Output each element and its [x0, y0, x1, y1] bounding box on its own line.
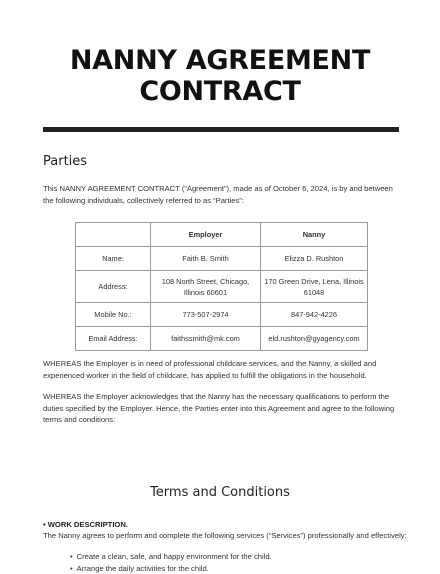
table-row — [76, 327, 368, 351]
row-label: Email Address: — [76, 327, 151, 351]
table-header-blank — [76, 223, 151, 247]
employer-name: Faith B. Smith — [151, 247, 261, 271]
parties-table — [75, 222, 368, 351]
employer-address: 108 North Street, Chicago, Illinois 60601 — [151, 271, 261, 303]
services-list — [70, 551, 272, 574]
work-description-title: • WORK DESCRIPTION. — [43, 519, 128, 530]
employer-email: faithssmith@mk.com — [151, 327, 261, 351]
row-label: Address: — [76, 271, 151, 303]
list-item: • Arrange the daily activities for the child. — [70, 563, 272, 574]
parties-heading: Parties — [43, 154, 87, 169]
table-row — [76, 247, 368, 271]
whereas-paragraph-1: WHEREAS the Employer is in need of professional childcare services, and the Nanny, a skilled and experienced worker in the field of childcare, has applied to fulfill the obligations in the household. — [43, 358, 403, 381]
table-header-row — [76, 223, 368, 247]
row-label: Name: — [76, 247, 151, 271]
whereas-paragraph-2: WHEREAS the Employer acknowledges that the Nanny has the necessary qualifications to perform the duties specified by the Employer. Hence, the Parties enter into this Agreement and agree to the following terms and conditions: — [43, 391, 403, 426]
row-label: Mobile No.: — [76, 303, 151, 327]
document-title-line-1: NANNY AGREEMENT — [0, 45, 440, 76]
parties-intro: This NANNY AGREEMENT CONTRACT (“Agreement”), made as of October 6, 2024, is by and between the following individuals, collectively referred to as “Parties”: — [43, 183, 403, 206]
nanny-name: Elizza D. Rushton — [261, 247, 368, 271]
nanny-address: 170 Green Drive, Lena, Illinois 61048 — [261, 271, 368, 303]
terms-heading: Terms and Conditions — [0, 485, 440, 500]
document-title-line-2: CONTRACT — [0, 76, 440, 107]
work-description-intro: The Nanny agrees to perform and complete the following services (“Services”) professionally and effectively: — [43, 530, 423, 542]
title-divider — [43, 127, 399, 132]
table-row — [76, 303, 368, 327]
table-header-employer: Employer — [151, 223, 261, 247]
list-item: • Create a clean, safe, and happy environment for the child. — [70, 551, 272, 563]
table-header-nanny: Nanny — [261, 223, 368, 247]
nanny-mobile: 847-942-4226 — [261, 303, 368, 327]
nanny-email: eld.rushton@gyagency.com — [261, 327, 368, 351]
employer-mobile: 773-507-2974 — [151, 303, 261, 327]
table-row — [76, 271, 368, 303]
